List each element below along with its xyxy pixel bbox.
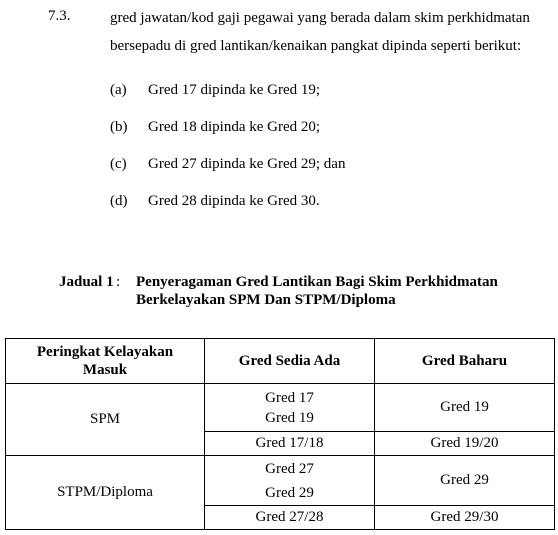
cell-level-spm: SPM bbox=[6, 384, 205, 456]
list-item-letter: (a) bbox=[110, 82, 127, 98]
grade-table bbox=[5, 338, 555, 530]
table-row bbox=[6, 384, 555, 432]
section-number: 7.3. bbox=[48, 8, 71, 24]
list-item-letter: (d) bbox=[110, 193, 128, 209]
header-line: Peringkat Kelayakan bbox=[36, 344, 174, 360]
table-header-row bbox=[6, 339, 555, 384]
table-caption-colon: : bbox=[116, 274, 121, 290]
list-item-letter: (c) bbox=[110, 156, 127, 172]
list-item-text: Gred 17 dipinda ke Gred 19; bbox=[148, 82, 321, 98]
table-caption-title-line-1: Penyeragaman Gred Lantikan Bagi Skim Perkhidmatan bbox=[136, 274, 498, 290]
cell-existing-grade bbox=[205, 456, 375, 506]
cell-line: Gred 17 bbox=[265, 389, 314, 406]
table-row bbox=[6, 456, 555, 506]
section-text-line-2: bersepadu di gred lantikan/kenaikan pangkat dipinda seperti berikut: bbox=[110, 38, 522, 54]
cell-line: Gred 19 bbox=[265, 409, 314, 426]
header-new-grade: Gred Baharu bbox=[375, 339, 555, 384]
cell-new-grade: Gred 19/20 bbox=[375, 432, 555, 456]
cell-new-grade: Gred 19 bbox=[375, 384, 555, 432]
header-qualification-level bbox=[6, 339, 205, 384]
list-item-text: Gred 28 dipinda ke Gred 30. bbox=[148, 193, 320, 209]
cell-line: Gred 27 bbox=[265, 460, 314, 477]
list-item-text: Gred 27 dipinda ke Gred 29; dan bbox=[148, 156, 346, 172]
cell-new-grade: Gred 29/30 bbox=[375, 506, 555, 530]
cell-new-grade: Gred 29 bbox=[375, 456, 555, 506]
header-line: Masuk bbox=[82, 362, 128, 378]
table-caption-title-line-2: Berkelayakan SPM Dan STPM/Diploma bbox=[136, 292, 396, 308]
list-item-text: Gred 18 dipinda ke Gred 20; bbox=[148, 119, 321, 135]
cell-level-stpm-diploma: STPM/Diploma bbox=[6, 456, 205, 530]
cell-line: Gred 29 bbox=[265, 484, 314, 501]
list-item-letter: (b) bbox=[110, 119, 128, 135]
cell-existing-grade bbox=[205, 384, 375, 432]
header-existing-grade: Gred Sedia Ada bbox=[205, 339, 375, 384]
section-text-line-1: gred jawatan/kod gaji pegawai yang berada dalam skim perkhidmatan bbox=[110, 10, 530, 26]
cell-existing-grade: Gred 17/18 bbox=[205, 432, 375, 456]
cell-existing-grade: Gred 27/28 bbox=[205, 506, 375, 530]
table-caption-label: Jadual 1 bbox=[59, 274, 114, 290]
